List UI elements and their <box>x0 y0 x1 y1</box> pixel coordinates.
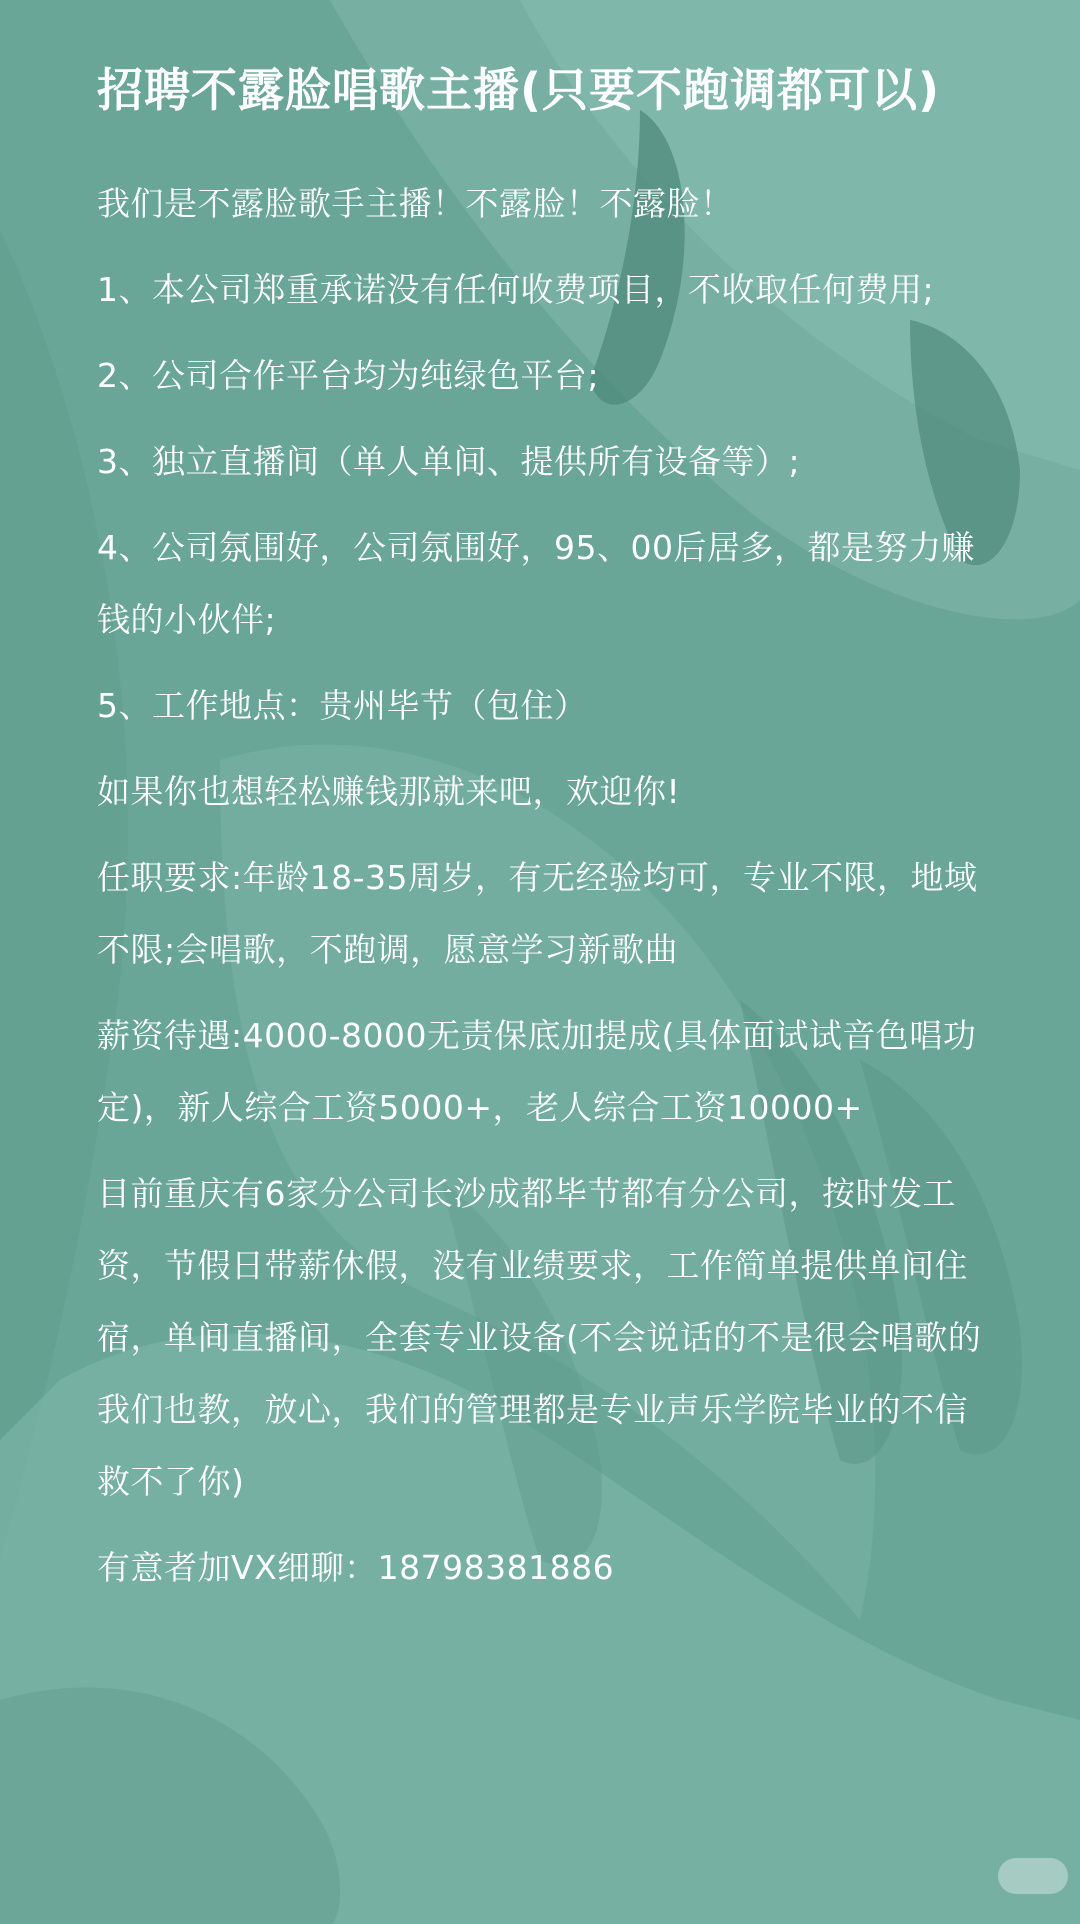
company-text: 目前重庆有6家分公司长沙成都毕节都有分公司，按时发工资，节假日带薪休假，没有业绩要求，工作简单提供单间住宿，单间直播间，全套专业设备(不会说话的不是很会唱歌的我们也教，放心，我们的管理都是专业声乐学院毕业的不信救不了你) <box>97 1174 982 1501</box>
point-3: 3、独立直播间（单人单间、提供所有设备等）; <box>97 442 801 481</box>
requirements-text: 任职要求:年龄18-35周岁，有无经验均可，专业不限，地域不限;会唱歌，不跑调，愿意学习新歌曲 <box>97 858 978 969</box>
contact-text: 有意者加VX细聊：18798381886 <box>97 1548 615 1587</box>
salary-text: 薪资待遇:4000-8000无责保底加提成(具体面试试音色唱功定)，新人综合工资5000+，老人综合工资10000+ <box>97 1016 977 1127</box>
watermark-badge <box>998 1858 1068 1894</box>
point-4: 4、公司氛围好，公司氛围好，95、00后居多，都是努力赚钱的小伙伴; <box>97 528 975 639</box>
post-title: 招聘不露脸唱歌主播(只要不跑调都可以) <box>97 63 941 117</box>
welcome-text: 如果你也想轻松赚钱那就来吧，欢迎你! <box>97 772 681 811</box>
point-1: 1、本公司郑重承诺没有任何收费项目，不收取任何费用; <box>97 270 935 309</box>
post-content <box>97 46 997 1618</box>
intro-text: 我们是不露脸歌手主播！不露脸！不露脸！ <box>97 184 734 223</box>
point-5: 5、工作地点：贵州毕节（包住） <box>97 686 588 725</box>
point-2: 2、公司合作平台均为纯绿色平台; <box>97 356 600 395</box>
